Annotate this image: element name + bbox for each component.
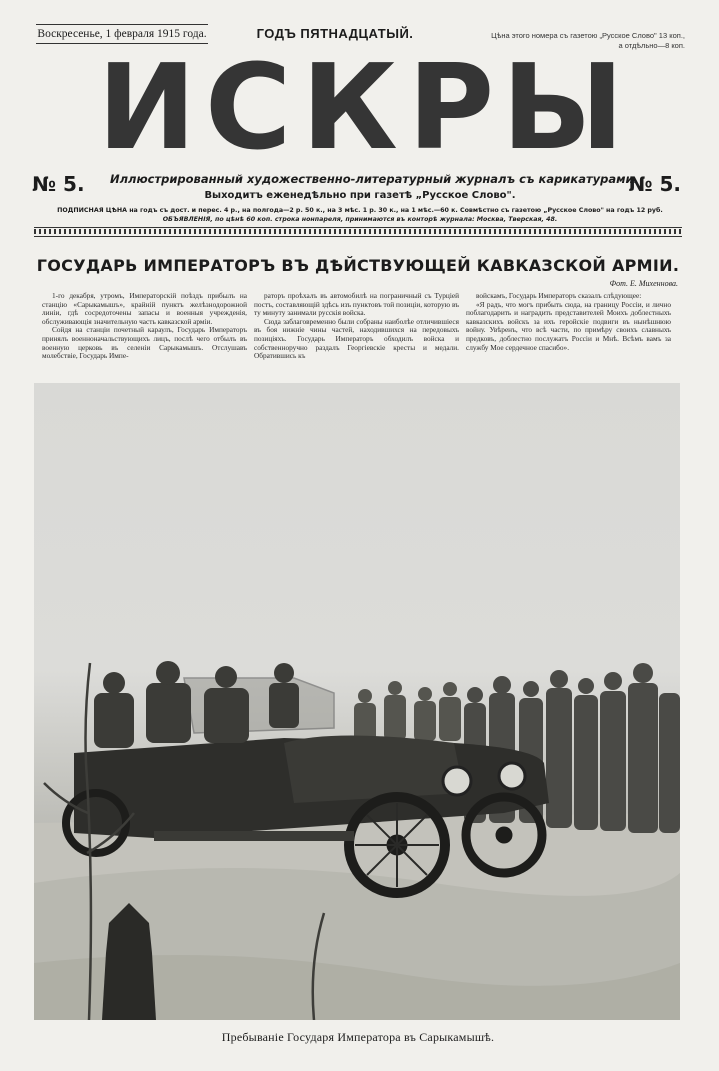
issue-number-right: № 5. bbox=[628, 172, 681, 196]
masthead-letter: И bbox=[97, 38, 197, 176]
article-headline: ГОСУДАРЬ ИМПЕРАТОРЪ ВЪ ДѢЙСТВУЮЩЕЙ КАВКАЗСКОЙ АРМІИ. bbox=[36, 256, 680, 275]
subscription-price: ПОДПИСНАЯ ЦѢНА на годъ съ дост. и перес. 4 р., на полгода—2 р. 50 к., на 3 мѣс. 1 р. 30 к., на 1 мѣс.—60 к. Совмѣстно съ газетою „Русское Слово" на годъ 12 руб. bbox=[57, 207, 663, 214]
issue-date: Воскресенье, 1 февраля 1915 года. bbox=[36, 24, 208, 44]
issue-number-left: № 5. bbox=[32, 172, 85, 196]
photo-caption: Пребываніе Государя Императора въ Сарыкамышѣ. bbox=[221, 1030, 495, 1044]
publication-year: ГОДЪ ПЯТНАДЦАТЫЙ. bbox=[256, 26, 414, 41]
masthead-letter: Ы bbox=[501, 38, 625, 176]
masthead-letter: С bbox=[204, 38, 292, 176]
article-column-3 bbox=[466, 292, 671, 352]
price-line-1: Цѣна этого номера съ газетою „Русское Слово" 13 коп., bbox=[491, 31, 685, 40]
weekly-notice: Выходитъ еженедѣльно при газетѣ „Русское Слово". bbox=[204, 190, 516, 201]
masthead-letter: Р bbox=[407, 38, 495, 176]
header-rule-ornament bbox=[34, 229, 682, 234]
article-column-1 bbox=[42, 292, 247, 361]
main-photograph bbox=[34, 383, 680, 1020]
header-rule-bottom bbox=[34, 236, 682, 237]
photo-credit: Фот. Е. Михеннова. bbox=[609, 279, 678, 288]
price-line-2: а отдѣльно—8 коп. bbox=[618, 41, 685, 50]
photograph-illustration bbox=[34, 383, 680, 1020]
advertising-notice: ОБЪЯВЛЕНІЯ, по цѣнѣ 60 коп. строка нонпареля, принимаются въ конторѣ журнала: Москва, Тверская, 48. bbox=[162, 216, 558, 223]
paragraph: 1-го декабря, утромъ, Императорскій поѣздъ прибылъ на станцію «Сарыкамышъ», крайній пунктъ желѣзнодорожной линіи, гдѣ сосредоточены запасы и военныя учрежденія, обслуживающія значительную часть кавказской арміи. bbox=[42, 291, 247, 326]
paragraph: «Я радъ, что могъ прибыть сюда, на границу Россіи, и лично поблагодарить и наградить представителей Моихъ доблестныхъ кавказскихъ войскъ за ихъ геройскіе подвиги въ нынѣшнюю войну. Увѣренъ, что всѣ части, по примѣру своихъ славныхъ предковъ, доблестно послужатъ Россіи и Мнѣ. Всѣмъ вамъ за службу Мое сердечное спасибо». bbox=[466, 299, 671, 352]
masthead-title bbox=[96, 38, 625, 176]
journal-subtitle: Иллюстрированный художественно-литературный журналъ съ карикатурами. bbox=[110, 172, 638, 186]
header-rule-top bbox=[34, 227, 682, 228]
paragraph: Сюда заблаговременно были собраны наиболѣе отличившіеся въ боя нижніе чины частей, находившихся на передовыхъ позиціяхъ. Государь Императоръ обходилъ войска и собственноручно раздалъ Георгіевскіе кресты и медали. Обратившись къ bbox=[254, 316, 459, 361]
article-column-2 bbox=[254, 292, 459, 361]
paragraph: Сойдя на станціи почетный караулъ, Государь Императоръ принялъ военноначальствующихъ лицъ, послѣ чего отбылъ въ военную церковь въ селеніи Сарыкамышъ. Отслушавъ молебствіе, Государь Импе- bbox=[42, 325, 247, 361]
paragraph: раторъ проѣхалъ въ автомобилѣ на пограничный съ Турціей постъ, составляющій здѣсь изъ пунктовъ той позиціи, которую въ ту минуту занимали русскія войска. bbox=[254, 291, 459, 318]
masthead-letter: К bbox=[301, 38, 398, 176]
paragraph: войскамъ, Государь Императоръ сказалъ слѣдующее: bbox=[476, 291, 642, 300]
